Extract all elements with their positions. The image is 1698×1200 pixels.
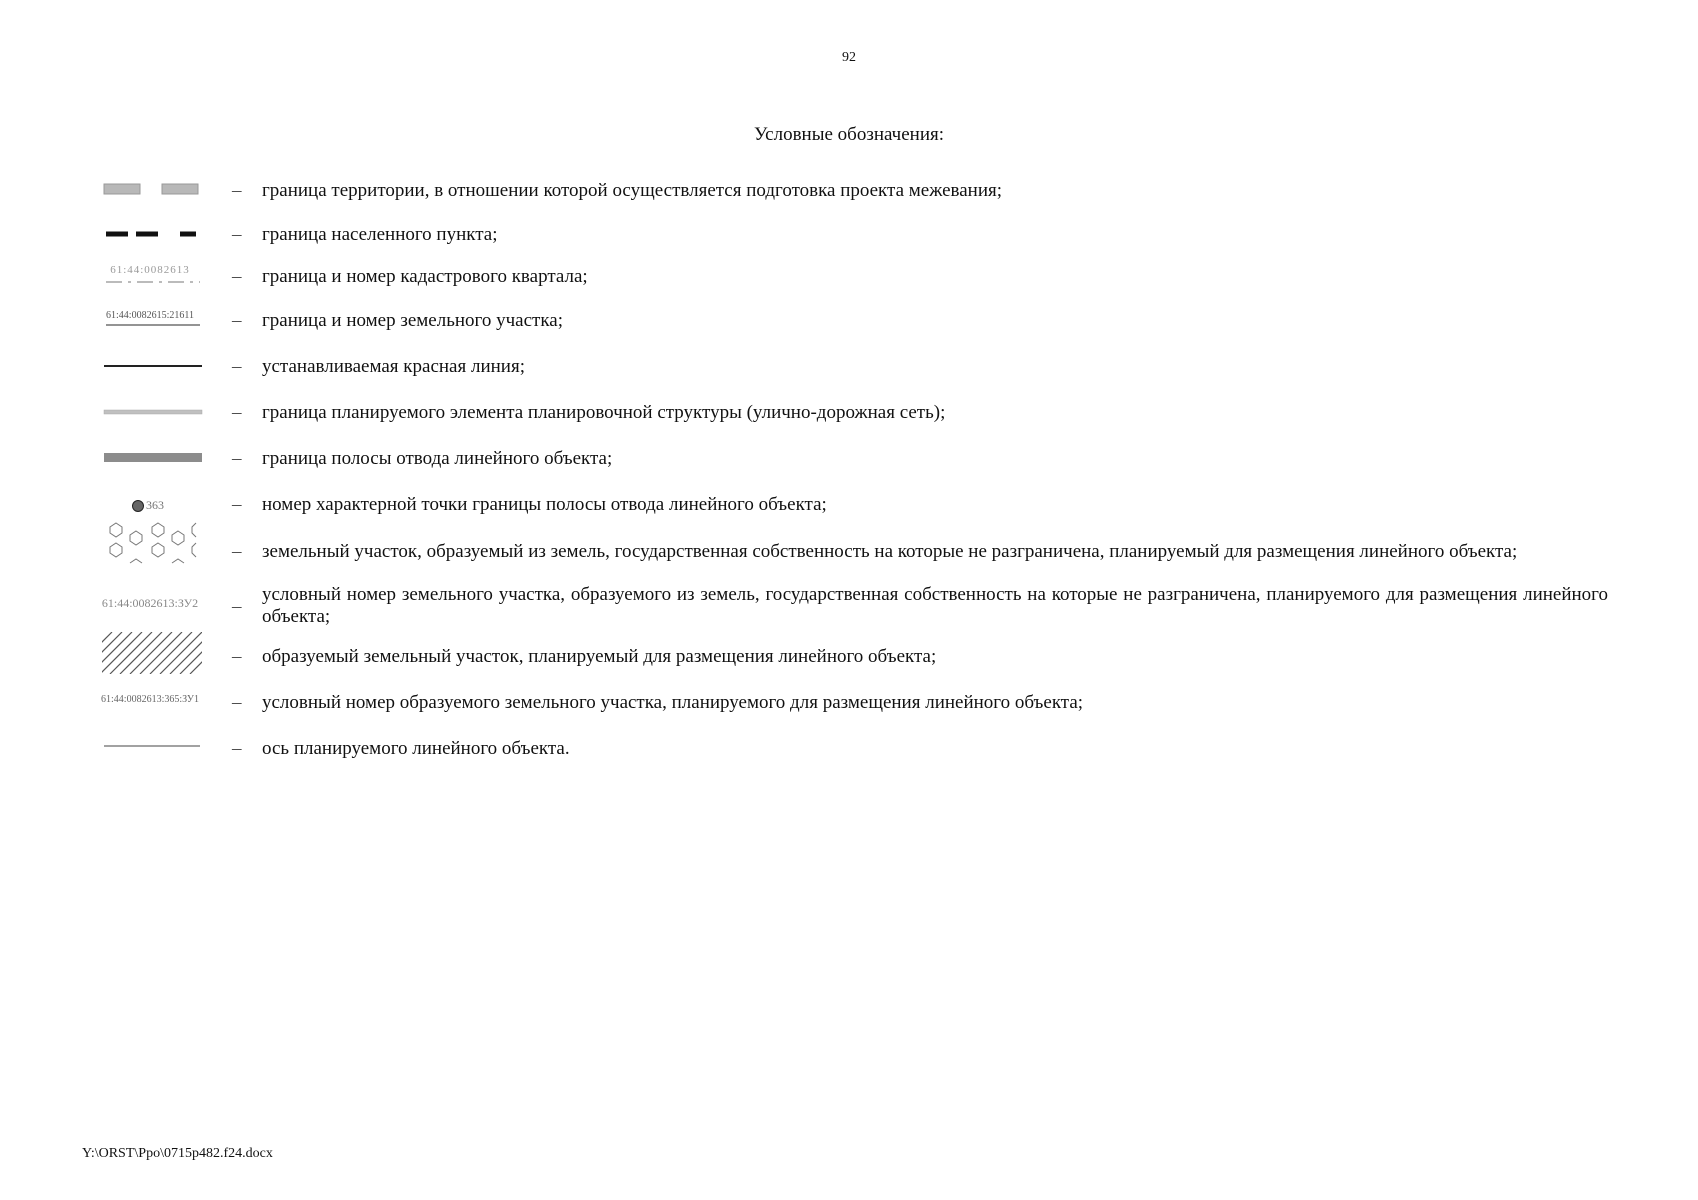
item-dash: – (232, 310, 242, 331)
page-number: 92 (842, 50, 856, 65)
conditional-number-formed-label: 61:44:0082613:365:ЗУ1 (101, 694, 199, 705)
legend-description: граница полосы отвода линейного объекта; (262, 448, 613, 469)
axis-line-symbol (100, 738, 210, 768)
hatch-pattern (100, 646, 210, 676)
legend-description: граница и номер земельного участка; (262, 310, 564, 331)
legend-row-axis-line (0, 738, 1698, 768)
conditional-number-state-symbol (100, 584, 210, 614)
planning-element-symbol (100, 402, 210, 432)
settlement-boundary-symbol (100, 224, 210, 254)
legend-description: образуемый земельный участок, планируемый для размещения линейного объекта; (262, 646, 937, 667)
land-plot-symbol (100, 310, 210, 340)
item-dash: – (232, 646, 242, 667)
territory-boundary-symbol (100, 180, 210, 210)
legend-row-characteristic-point (0, 494, 1698, 524)
item-dash: – (232, 180, 242, 201)
legend-row-settlement-boundary (0, 224, 1698, 254)
item-dash: – (232, 692, 242, 713)
legend-row-land-plot (0, 310, 1698, 340)
legend-description: земельный участок, образуемый из земель, государственная собственность на которые не разграничена, планируемый для размещения линейного объекта; (262, 541, 1518, 562)
item-dash: – (232, 738, 242, 759)
legend-title: Условные обозначения: (753, 124, 945, 145)
legend-description: условный номер земельного участка, образуемого из земель, государственная собственность на которые не разграничена, планируемого для размещения линейного объекта; (262, 584, 1608, 627)
legend-row-right-of-way (0, 448, 1698, 478)
legend-description: граница планируемого элемента планировочной структуры (улично-дорожная сеть); (262, 402, 946, 423)
hexagon-pattern-symbol (100, 541, 210, 571)
item-dash: – (232, 448, 242, 469)
right-of-way-symbol (100, 448, 210, 478)
legend-description: ось планируемого линейного объекта. (262, 738, 570, 759)
legend-row-red-line (0, 356, 1698, 386)
legend-row-hexagon-plot (0, 541, 1698, 571)
red-line-symbol (100, 356, 210, 386)
hexagon-pattern (100, 541, 210, 571)
legend-description: граница населенного пункта; (262, 224, 498, 245)
legend-description: номер характерной точки границы полосы отвода линейного объекта; (262, 494, 827, 515)
legend-description: устанавливаемая красная линия; (262, 356, 525, 377)
legend-row-planning-element (0, 402, 1698, 432)
legend-description: граница территории, в отношении которой осуществляется подготовка проекта межевания; (262, 180, 1003, 201)
footer-file-path: Y:\ORST\Ppo\0715p482.f24.docx (82, 1146, 273, 1161)
characteristic-point-label: 363 (146, 498, 164, 512)
cadastral-quarter-symbol (100, 266, 210, 296)
item-dash: – (232, 494, 242, 515)
item-dash: – (232, 224, 242, 245)
characteristic-point-symbol (100, 494, 210, 524)
legend-row-conditional-number-formed (0, 692, 1698, 722)
legend-row-cadastral-quarter (0, 266, 1698, 296)
hatch-pattern-symbol (100, 646, 210, 676)
cadastral-quarter-label: 61:44:0082613 (110, 264, 190, 276)
legend-row-hatch-plot (0, 646, 1698, 676)
item-dash: – (232, 266, 242, 287)
item-dash: – (232, 402, 242, 423)
legend-description: граница и номер кадастрового квартала; (262, 266, 588, 287)
item-dash: – (232, 356, 242, 377)
conditional-number-formed-symbol (100, 692, 210, 722)
land-plot-label: 61:44:0082615:21611 (106, 310, 194, 321)
legend-description: условный номер образуемого земельного участка, планируемого для размещения линейного объекта; (262, 692, 1084, 713)
legend-row-territory-boundary (0, 180, 1698, 210)
legend-row-conditional-number-state (0, 584, 1698, 634)
conditional-number-state-label: 61:44:0082613:ЗУ2 (101, 596, 199, 610)
item-dash: – (232, 596, 242, 617)
item-dash: – (232, 541, 242, 562)
